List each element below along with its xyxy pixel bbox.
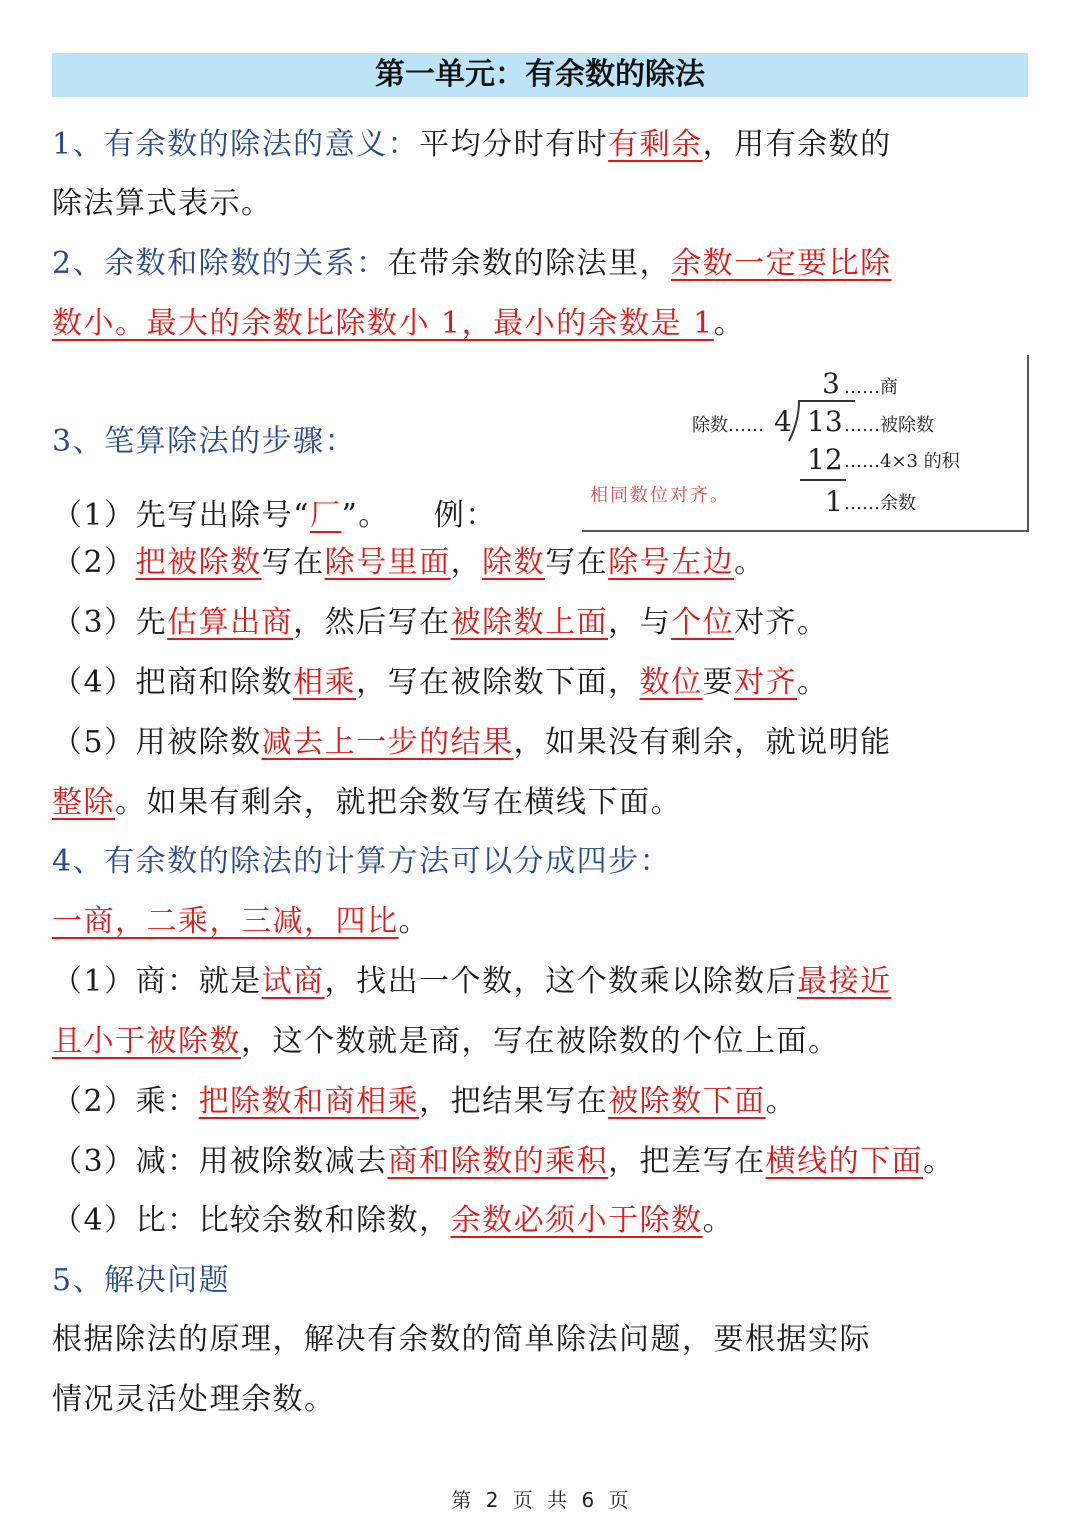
text: 。 bbox=[734, 545, 766, 580]
section-2-heading: 2、余数和除数的关系： bbox=[52, 246, 388, 281]
page-footer: 第 2 页 共 6 页 bbox=[451, 1488, 629, 1512]
highlight: 对齐 bbox=[734, 665, 798, 700]
example-divisor: 4 bbox=[774, 405, 792, 438]
text: （1）商：就是 bbox=[52, 964, 262, 999]
calc-step-2 bbox=[52, 1080, 797, 1124]
text: ，如果没有剩余，就说明能 bbox=[513, 725, 892, 760]
text: （2）乘： bbox=[52, 1084, 199, 1119]
section-2-line-2 bbox=[52, 302, 745, 346]
section-1-line-2: 除法算式表示。 bbox=[52, 186, 273, 221]
highlight: 有剩余 bbox=[608, 127, 703, 162]
section-1-heading: 1、有余数的除法的意义： bbox=[52, 127, 420, 162]
example-quotient: 3 bbox=[822, 367, 840, 400]
highlight: 整除 bbox=[52, 785, 115, 820]
text: 平均分时有时 bbox=[419, 127, 609, 162]
calc-step-3 bbox=[52, 1140, 955, 1184]
text: （2） bbox=[52, 545, 136, 580]
highlight: 除号里面 bbox=[324, 545, 451, 580]
text: ，这个数就是商，写在被除数的个位上面。 bbox=[241, 1024, 840, 1059]
section-2-line-1 bbox=[52, 242, 892, 286]
text: （1）先写出除号“ bbox=[52, 498, 310, 533]
text: （4）比：比较余数和除数， bbox=[52, 1203, 451, 1238]
section-5-line-2: 情况灵活处理余数。 bbox=[52, 1382, 336, 1417]
text: ”。 例： bbox=[341, 498, 497, 533]
example-divisor-label: 除数…… bbox=[692, 415, 764, 436]
text: 。 bbox=[702, 1203, 735, 1238]
highlight: 减去上一步的结果 bbox=[261, 725, 514, 760]
text: （4）把商和除数 bbox=[52, 665, 294, 700]
calc-step-4 bbox=[52, 1199, 734, 1243]
text: 。 bbox=[923, 1144, 955, 1179]
highlight: 把除数和商相乘 bbox=[198, 1084, 420, 1119]
subtraction-line bbox=[800, 479, 846, 481]
section-3-heading: 3、笔算除法的步骤： bbox=[52, 424, 357, 459]
highlight: 估算出商 bbox=[167, 605, 294, 640]
highlight: 余数必须小于除数 bbox=[450, 1203, 703, 1238]
step-5-line-2 bbox=[52, 781, 682, 825]
step-5-line-1 bbox=[52, 721, 892, 765]
highlight: 数小。最大的余数比除数小 1，最小的余数是 1 bbox=[52, 306, 714, 341]
text: 写在 bbox=[261, 545, 325, 580]
step-4 bbox=[52, 661, 829, 705]
highlight: 除号左边 bbox=[608, 545, 735, 580]
text: 。 bbox=[713, 306, 746, 341]
example-note: 相同数位对齐。 bbox=[590, 485, 730, 506]
example-dividend-label: ……被除数 bbox=[844, 415, 934, 436]
text: 。 bbox=[765, 1084, 798, 1119]
text: ，找出一个数，这个数乘以除数后 bbox=[324, 964, 798, 999]
example-remainder-label: ……余数 bbox=[844, 493, 916, 514]
step-3 bbox=[52, 601, 829, 645]
section-4-heading: 4、有余数的除法的计算方法可以分成四步： bbox=[52, 844, 672, 879]
highlight: 把被除数 bbox=[135, 545, 262, 580]
highlight: 个位 bbox=[671, 605, 735, 640]
long-division-example bbox=[582, 355, 1029, 532]
highlight: 余数一定要比除 bbox=[671, 246, 892, 281]
text: （3）减：用被除数减去 bbox=[52, 1144, 388, 1179]
highlight: 除数 bbox=[482, 545, 546, 580]
text: 。 bbox=[398, 904, 430, 939]
example-quotient-label: ……商 bbox=[844, 377, 898, 398]
text: 写在 bbox=[545, 545, 609, 580]
text: ，写在被除数下面， bbox=[356, 665, 640, 700]
text: ，把差写在 bbox=[608, 1144, 766, 1179]
text: （5）用被除数 bbox=[52, 725, 262, 760]
highlight: 数位 bbox=[639, 665, 703, 700]
text: ，用有余数的 bbox=[702, 127, 892, 162]
example-product-label: ……4×3 的积 bbox=[844, 451, 960, 472]
calc-step-1-line-2 bbox=[52, 1020, 840, 1064]
highlight: 被除数下面 bbox=[608, 1084, 766, 1119]
text: 要 bbox=[702, 665, 735, 700]
section-5-line-1: 根据除法的原理，解决有余数的简单除法问题，要根据实际 bbox=[52, 1322, 871, 1357]
text: （3）先 bbox=[52, 605, 168, 640]
text: ，把结果写在 bbox=[419, 1084, 609, 1119]
example-remainder: 1 bbox=[825, 485, 843, 518]
highlight: 最接近 bbox=[797, 964, 892, 999]
highlight: 一商，二乘，三减，四比 bbox=[52, 904, 399, 939]
calc-step-1-line-1 bbox=[52, 960, 892, 1004]
example-product: 12 bbox=[807, 443, 843, 476]
section-1-line-1 bbox=[52, 123, 892, 167]
highlight: 相乘 bbox=[293, 665, 357, 700]
text: ，与 bbox=[608, 605, 672, 640]
highlight: 横线的下面 bbox=[765, 1144, 924, 1179]
text: 在带余数的除法里， bbox=[387, 246, 672, 281]
highlight: 厂 bbox=[309, 498, 342, 533]
text: 。 bbox=[797, 665, 829, 700]
text: ，然后写在 bbox=[293, 605, 451, 640]
highlight: 且小于被除数 bbox=[52, 1024, 241, 1059]
step-2 bbox=[52, 541, 766, 585]
highlight: 商和除数的乘积 bbox=[387, 1144, 609, 1179]
text: 。如果有剩余，就把余数写在横线下面。 bbox=[115, 785, 682, 820]
highlight: 被除数上面 bbox=[450, 605, 609, 640]
text: ， bbox=[450, 545, 483, 580]
section-5-heading: 5、解决问题 bbox=[52, 1263, 231, 1298]
example-dividend: 13 bbox=[807, 405, 843, 438]
page-title: 第一单元：有余数的除法 bbox=[52, 53, 1028, 97]
section-4-summary bbox=[52, 900, 430, 944]
highlight: 试商 bbox=[261, 964, 325, 999]
text: 对齐。 bbox=[734, 605, 829, 640]
step-1 bbox=[52, 494, 497, 538]
